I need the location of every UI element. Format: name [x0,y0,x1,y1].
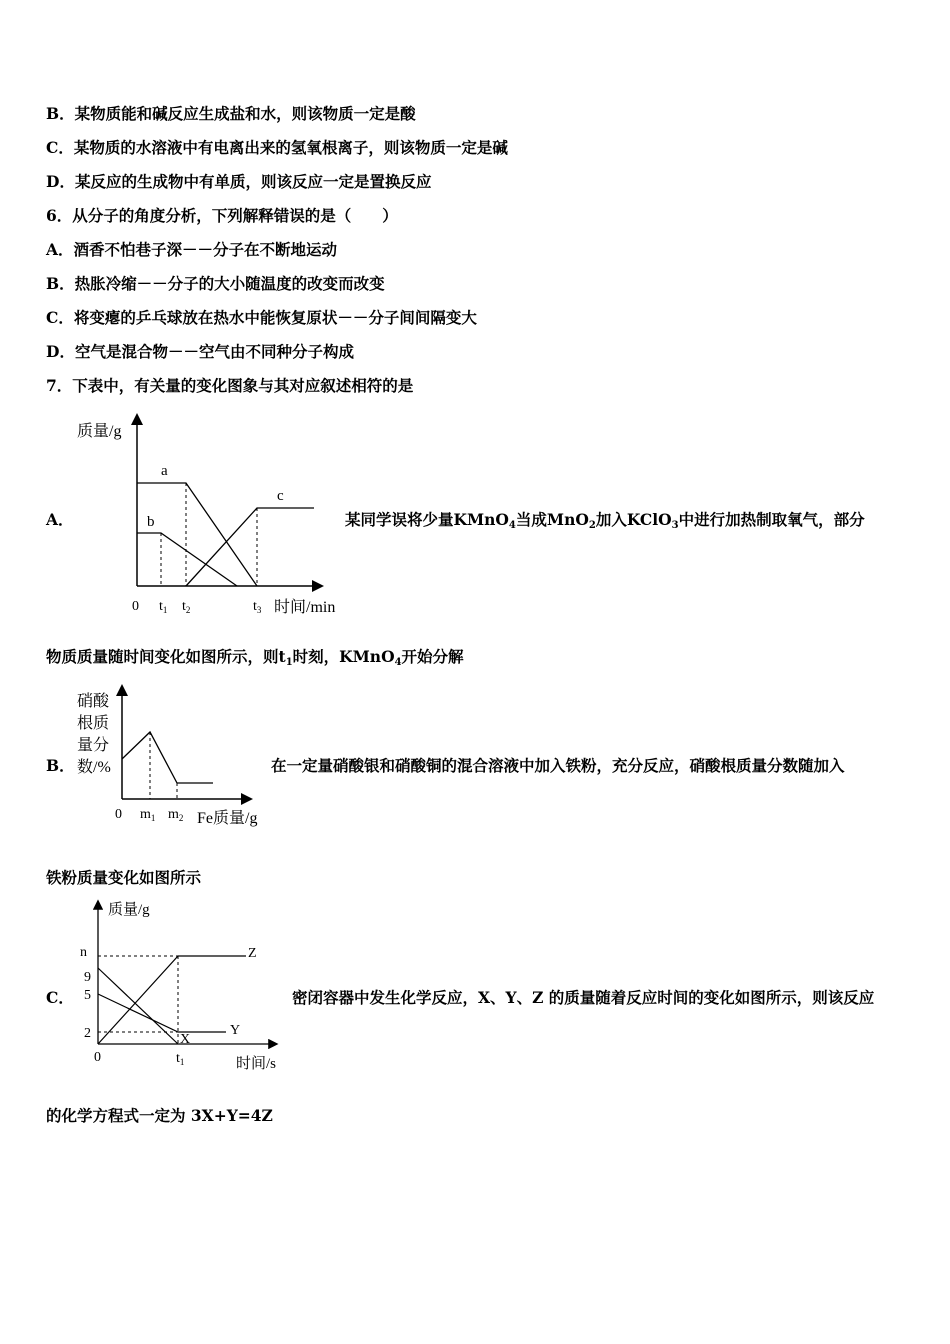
q7-option-c-letter: C． [46,988,74,1007]
q7-option-a-text: 某同学误将少量KMnO$_4$当成MnO$_2$加入KClO$_3$中进行加热制取氧气，部分 [345,510,865,531]
q5-option-b: B．某物质能和碱反应生成盐和水，则该物质一定是酸 [46,104,416,123]
q6-option-a: A．酒香不怕巷子深－－分子在不断地运动 [46,240,338,259]
graph-c-tick-n: n [80,945,87,960]
graph-b-ylabel-1: 硝酸 [77,693,110,710]
graph-a-ylabel: 质量/g [77,423,122,440]
q7-option-b-text: 在一定量硝酸银和硝酸铜的混合溶液中加入铁粉，充分反应，硝酸根质量分数随加入 [271,756,845,775]
graph-a-curve-b [137,533,237,586]
graph-c-xlabel: 时间/s [236,1056,277,1072]
graph-b-curve [122,732,213,783]
graph-a-curve-c [186,508,314,586]
graph-a-origin: 0 [132,599,139,614]
q7-option-c-text-cont: 的化学方程式一定为 3X+Y=4Z [46,1106,273,1125]
graph-b-ylabel-3: 量分 [77,737,110,754]
q5-option-c: C．某物质的水溶液中有电离出来的氢氧根离子，则该物质一定是碱 [46,138,508,157]
q6-option-c: C．将变瘪的乒乓球放在热水中能恢复原状－－分子间间隔变大 [46,308,477,327]
graph-c-curve-x [98,968,178,1044]
graph-c-label-z: Z [248,946,257,961]
graph-c [76,896,296,1076]
graph-c-tick-t1: $t_1$ [176,1051,185,1067]
q7-option-b-letter: B． [46,756,75,775]
q6-option-d: D．空气是混合物－－空气由不同种分子构成 [46,342,354,361]
graph-a-label-b: b [147,514,155,530]
q7-option-a-text-cont: 物质质量随时间变化如图所示，则$t_1$时刻，KMnO$_4$开始分解 [46,647,464,668]
graph-c-label-y: Y [230,1023,241,1038]
graph-c-ylabel: 质量/g [108,902,150,918]
q7-option-c-text: 密闭容器中发生化学反应，X、Y、Z 的质量随着反应时间的变化如图所示，则该反应 [292,988,875,1007]
q5-option-d: D．某反应的生成物中有单质，则该反应一定是置换反应 [46,172,432,191]
graph-b-xlabel: Fe质量/g [197,810,258,827]
graph-b-tick-m2: $m_2$ [168,807,184,823]
q6-option-b: B．热胀冷缩－－分子的大小随温度的改变而改变 [46,274,385,293]
graph-b-ylabel-4: 数/% [77,759,111,776]
graph-a-curve-a [137,483,257,586]
graph-a-xlabel: 时间/min [274,599,336,616]
graph-c-tick-2: 2 [84,1026,91,1041]
graph-a-tick-t2: $t_2$ [182,599,191,615]
graph-c-tick-5: 5 [84,988,91,1003]
q7-option-a-letter: A． [46,510,74,529]
graph-b-ylabel-2: 根质 [77,715,110,732]
graph-a [74,408,354,623]
graph-c-label-x: X [180,1032,191,1047]
graph-b-origin: 0 [115,807,122,822]
question-7-stem: 7．下表中，有关量的变化图象与其对应叙述相符的是 [46,376,414,395]
graph-a-tick-t3: $t_3$ [253,599,262,615]
question-6-stem: 6．从分子的角度分析，下列解释错误的是（ ） [46,206,398,225]
graph-b-tick-m1: $m_1$ [140,807,156,823]
graph-c-tick-9: 9 [84,970,91,985]
graph-a-label-a: a [161,463,168,479]
graph-c-curve-z [98,956,246,1044]
graph-a-label-c: c [277,488,284,504]
graph-c-curve-y [98,994,226,1032]
graph-a-tick-t1: $t_1$ [159,599,168,615]
graph-c-origin: 0 [94,1050,101,1065]
graph-b [72,684,272,834]
q7-option-b-text-cont: 铁粉质量变化如图所示 [46,868,202,887]
